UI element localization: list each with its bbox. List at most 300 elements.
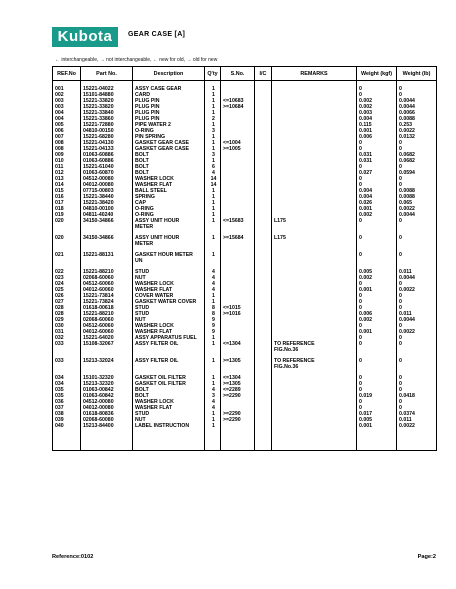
weight-kgf-cell-text: 0 xyxy=(359,292,362,299)
weight-lb-cell-text: 0.0022 xyxy=(399,286,415,293)
remarks-cell xyxy=(272,358,357,370)
interchangeability-legend: ← interchangeable, → not interchangeable, ← new for old, → old for new xyxy=(55,57,218,63)
column-header-part-no: Part No. xyxy=(81,67,133,81)
description-cell-text: CAP xyxy=(135,199,146,206)
description-cell-text: CARD xyxy=(135,91,150,98)
weight-kgf-cell-text: 0 xyxy=(359,304,362,311)
weight-kgf-cell-text: 0 xyxy=(359,334,362,341)
column-header-description: Description xyxy=(133,67,205,81)
column-header-weight-kgf: Weight (kgf) xyxy=(357,67,397,81)
quantity-cell xyxy=(205,252,221,264)
quantity-cell-text: 1 xyxy=(212,234,215,241)
part-number-cell-text: 15101-84880 xyxy=(83,91,114,98)
quantity-cell-text: 1 xyxy=(212,109,215,116)
part-number-cell-text: 01063-60842 xyxy=(83,392,114,399)
ref-cell-text: 012 xyxy=(55,169,64,176)
ref-cell-text: 003 xyxy=(55,97,64,104)
serial-number-cell-text: <=1304 xyxy=(223,374,241,381)
weight-kgf-cell-text: 0 xyxy=(359,380,362,387)
ref-cell-text: 009 xyxy=(55,151,64,158)
part-number-cell-text: 04811-40240 xyxy=(83,211,114,218)
description-cell-text: GASKET HOUR METER xyxy=(135,251,193,258)
quantity-cell-text: 4 xyxy=(212,280,215,287)
weight-lb-cell-text: 0 xyxy=(399,292,402,299)
quantity-cell-text: 1 xyxy=(212,334,215,341)
weight-kgf-cell-text: 0.031 xyxy=(359,157,372,164)
part-number-cell-text: 01618-00618 xyxy=(83,304,114,311)
parts-table xyxy=(52,66,437,451)
serial-number-cell-text: <=15683 xyxy=(223,217,244,224)
ref-cell-text: 004 xyxy=(55,109,64,116)
table-row xyxy=(53,218,437,230)
weight-lb-cell-text: 0.0374 xyxy=(399,410,415,417)
quantity-cell-text: 2 xyxy=(212,115,215,122)
ref-cell-text: 033 xyxy=(55,357,64,364)
description-cell-text: BOLT xyxy=(135,151,149,158)
description-cell-text: WASHER FLAT xyxy=(135,328,173,335)
part-number-cell-text: 04810-00100 xyxy=(83,205,114,212)
part-number-cell-text: 04810-00150 xyxy=(83,127,114,134)
quantity-cell-text: 9 xyxy=(212,316,215,323)
part-number-cell-text: 15221-33860 xyxy=(83,115,114,122)
weight-kgf-cell-text: 0 xyxy=(359,181,362,188)
quantity-cell-text: 1 xyxy=(212,251,215,258)
weight-lb-cell-text: 0 xyxy=(399,404,402,411)
weight-lb-cell-text: 0 xyxy=(399,380,402,387)
serial-number-cell-text: >=1016 xyxy=(223,310,241,317)
ref-cell-text: 040 xyxy=(55,422,64,429)
weight-lb-cell-text: 0.0066 xyxy=(399,109,415,116)
weight-kgf-cell-text: 0 xyxy=(359,163,362,170)
part-number-cell-text: 01063-60886 xyxy=(83,151,114,158)
part-number-cell-text: 15221-38420 xyxy=(83,199,114,206)
description-cell-text: O-RING xyxy=(135,205,154,212)
interchange-cell xyxy=(255,218,272,230)
description-cell-text: BALL STEEL xyxy=(135,187,167,194)
ref-cell-text: 022 xyxy=(55,268,64,275)
part-number-cell-text: 01063-00842 xyxy=(83,386,114,393)
part-number-cell-text: 15221-64020 xyxy=(83,334,114,341)
ref-cell-text: 030 xyxy=(55,322,64,329)
weight-lb-cell-text: 0 xyxy=(399,322,402,329)
table-body xyxy=(53,81,437,451)
part-number-cell xyxy=(81,235,133,247)
weight-kgf-cell xyxy=(357,235,397,247)
weight-kgf-cell-text: 0.004 xyxy=(359,115,372,122)
weight-kgf-cell-text: 0.003 xyxy=(359,109,372,116)
weight-kgf-cell-text: 0.001 xyxy=(359,205,372,212)
ref-cell-text: 006 xyxy=(55,127,64,134)
ref-cell-text: 010 xyxy=(55,157,64,164)
page-title: GEAR CASE [A] xyxy=(128,31,186,38)
weight-kgf-cell-text: 0 xyxy=(359,374,362,381)
weight-kgf-cell-text: 0.019 xyxy=(359,392,372,399)
weight-kgf-cell-text: 0.002 xyxy=(359,97,372,104)
serial-number-cell-text: <=1304 xyxy=(223,340,241,347)
description-cell-text: ASSY UNIT HOUR xyxy=(135,234,180,241)
ref-cell-text: 027 xyxy=(55,298,64,305)
quantity-cell-text: 1 xyxy=(212,211,215,218)
quantity-cell-text: 1 xyxy=(212,85,215,92)
weight-kgf-cell-text: 0 xyxy=(359,234,362,241)
weight-lb-cell-text: 0.0682 xyxy=(399,151,415,158)
quantity-cell-text: 1 xyxy=(212,340,215,347)
weight-kgf-cell-text: 0 xyxy=(359,357,362,364)
ref-cell-text: 004 xyxy=(55,115,64,122)
part-number-cell-text: 15101-32320 xyxy=(83,374,114,381)
quantity-cell-text: 1 xyxy=(212,416,215,423)
description-cell-text: GASKET OIL FILTER xyxy=(135,380,186,387)
ref-cell-text: 034 xyxy=(55,380,64,387)
ref-cell xyxy=(53,341,81,353)
serial-number-cell-text: >=1005 xyxy=(223,145,241,152)
description-cell-text: NUT xyxy=(135,274,146,281)
quantity-cell-text: 4 xyxy=(212,268,215,275)
part-number-cell-text: 07715-00803 xyxy=(83,187,114,194)
part-number-cell-text: 04012-00080 xyxy=(83,181,114,188)
description-cell xyxy=(133,335,205,341)
weight-lb-cell-text: 0.011 xyxy=(399,416,412,423)
weight-lb-cell-text: 0 xyxy=(399,91,402,98)
ref-cell-text: 035 xyxy=(55,386,64,393)
ref-cell-text: 021 xyxy=(55,251,64,258)
description-cell xyxy=(133,218,205,230)
weight-lb-cell-text: 0.011 xyxy=(399,268,412,275)
weight-lb-cell-text: 0 xyxy=(399,340,402,347)
ref-cell-text: 002 xyxy=(55,91,64,98)
weight-kgf-cell-text: 0 xyxy=(359,217,362,224)
weight-lb-cell-text: 0.0132 xyxy=(399,133,415,140)
table-row xyxy=(53,341,437,353)
quantity-cell-text: 3 xyxy=(212,392,215,399)
part-number-cell-text: 02068-60060 xyxy=(83,274,114,281)
quantity-cell-text: 3 xyxy=(212,127,215,134)
interchange-cell xyxy=(255,235,272,247)
description-cell-text: O-RING xyxy=(135,127,154,134)
interchange-cell xyxy=(255,252,272,264)
ref-cell-text: 028 xyxy=(55,310,64,317)
part-number-cell-text: 15221-04133 xyxy=(83,145,114,152)
serial-number-cell-text: <=10683 xyxy=(223,97,244,104)
interchange-cell xyxy=(255,341,272,353)
weight-kgf-cell-text: 0.017 xyxy=(359,410,372,417)
serial-number-cell xyxy=(221,252,255,264)
ref-cell-text: 028 xyxy=(55,304,64,311)
table-row xyxy=(53,252,437,264)
description-cell-text: PLUG PIN xyxy=(135,97,160,104)
description-cell-text: WASHER FLAT xyxy=(135,181,173,188)
ref-cell xyxy=(53,218,81,230)
part-number-cell-text: 34150-34866 xyxy=(83,234,114,241)
weight-lb-cell-text: 0.0044 xyxy=(399,274,415,281)
ref-cell-text: 017 xyxy=(55,199,64,206)
serial-number-cell-text: >=10684 xyxy=(223,103,244,110)
ref-cell-text: 013 xyxy=(55,175,64,182)
description-cell-text: STUD xyxy=(135,410,150,417)
weight-lb-cell-text: 0 xyxy=(399,145,402,152)
description-cell-continuation: UN xyxy=(135,257,143,264)
weight-lb-cell-text: 0.0044 xyxy=(399,211,415,218)
ref-cell-text: 029 xyxy=(55,316,64,323)
description-cell-text: WASHER LOCK xyxy=(135,322,174,329)
weight-lb-cell-text: 0.0044 xyxy=(399,97,415,104)
quantity-cell-text: 1 xyxy=(212,357,215,364)
part-number-cell-text: 15213-32024 xyxy=(83,357,114,364)
weight-lb-cell-text: 0.253 xyxy=(399,121,412,128)
serial-number-cell-text: >=15684 xyxy=(223,234,244,241)
weight-kgf-cell-text: 0 xyxy=(359,175,362,182)
quantity-cell-text: 1 xyxy=(212,145,215,152)
description-cell-text: BOLT xyxy=(135,157,149,164)
weight-kgf-cell-text: 0.004 xyxy=(359,187,372,194)
quantity-cell-text: 4 xyxy=(212,286,215,293)
description-cell-text: PIPE WATER 2 xyxy=(135,121,171,128)
description-cell xyxy=(133,252,205,264)
weight-kgf-cell-text: 0 xyxy=(359,404,362,411)
weight-lb-cell-text: 0 xyxy=(399,175,402,182)
column-header-qty: Q'ty xyxy=(205,67,221,81)
quantity-cell-text: 1 xyxy=(212,217,215,224)
table-filler-row xyxy=(53,429,437,451)
weight-kgf-cell-text: 0.001 xyxy=(359,328,372,335)
kubota-logo: Kubota xyxy=(52,27,118,47)
description-cell-text: NUT xyxy=(135,316,146,323)
quantity-cell-text: 4 xyxy=(212,169,215,176)
weight-lb-cell-text: 0 xyxy=(399,139,402,146)
remarks-cell-text: L175 xyxy=(274,217,286,224)
part-number-cell-text: 15221-33820 xyxy=(83,103,114,110)
weight-kgf-cell-text: 0.027 xyxy=(359,169,372,176)
quantity-cell-text: 1 xyxy=(212,91,215,98)
ref-cell-text: 019 xyxy=(55,211,64,218)
ref-cell-text: 003 xyxy=(55,103,64,110)
weight-kgf-cell xyxy=(357,341,397,353)
quantity-cell-text: 1 xyxy=(212,298,215,305)
part-number-cell-text: 15221-88131 xyxy=(83,251,114,258)
weight-lb-cell-text: 0.0418 xyxy=(399,392,415,399)
quantity-cell-text: 9 xyxy=(212,328,215,335)
part-number-cell-text: 15221-61040 xyxy=(83,163,114,170)
description-cell-text: ASSY CASE GEAR xyxy=(135,85,182,92)
weight-lb-cell-text: 0.0022 xyxy=(399,127,415,134)
weight-lb-cell-text: 0.0044 xyxy=(399,103,415,110)
description-cell-continuation: METER xyxy=(135,240,154,247)
table-header-row xyxy=(53,67,437,81)
weight-lb-cell-text: 0.0022 xyxy=(399,328,415,335)
description-cell-text: WASHER LOCK xyxy=(135,175,174,182)
serial-number-cell-text: <=1015 xyxy=(223,304,241,311)
weight-lb-cell-text: 0.0022 xyxy=(399,422,415,429)
ref-cell-text: 039 xyxy=(55,416,64,423)
weight-lb-cell-text: 0 xyxy=(399,163,402,170)
weight-lb-cell-text: 0.065 xyxy=(399,199,412,206)
weight-lb-cell-text: 0 xyxy=(399,334,402,341)
description-cell xyxy=(133,235,205,247)
part-number-cell-text: 15221-38440 xyxy=(83,193,114,200)
description-cell-text: ASSY FILTER OIL xyxy=(135,357,179,364)
serial-number-cell-text: >=1305 xyxy=(223,380,241,387)
ref-cell-text: 015 xyxy=(55,187,64,194)
column-header-weight-lb: Weight (lb) xyxy=(397,67,437,81)
quantity-cell-text: 1 xyxy=(212,121,215,128)
weight-kgf-cell-text: 0.005 xyxy=(359,416,372,423)
description-cell-text: ASSY FILTER OIL xyxy=(135,340,179,347)
weight-lb-cell-text: 0 xyxy=(399,304,402,311)
part-number-cell-text: 01063-60870 xyxy=(83,169,114,176)
description-cell-text: WASHER FLAT xyxy=(135,286,173,293)
weight-kgf-cell-text: 0 xyxy=(359,139,362,146)
weight-lb-cell-text: 0.0088 xyxy=(399,193,415,200)
part-number-cell xyxy=(81,358,133,370)
ref-cell-text: 037 xyxy=(55,404,64,411)
part-number-cell-text: 04512-00080 xyxy=(83,175,114,182)
part-number-cell-text: 02068-60060 xyxy=(83,316,114,323)
serial-number-cell xyxy=(221,358,255,370)
weight-kgf-cell-text: 0.001 xyxy=(359,286,372,293)
description-cell-text: BOLT xyxy=(135,163,149,170)
ref-cell-text: 036 xyxy=(55,398,64,405)
part-number-cell-text: 15221-04022 xyxy=(83,85,114,92)
quantity-cell-text: 4 xyxy=(212,386,215,393)
ref-cell-text: 038 xyxy=(55,410,64,417)
part-number-cell-text: 15221-04130 xyxy=(83,139,114,146)
weight-kgf-cell-text: 0.005 xyxy=(359,268,372,275)
ref-cell-text: 026 xyxy=(55,292,64,299)
column-header-remarks: REMARKS xyxy=(272,67,357,81)
ref-cell-text: 035 xyxy=(55,392,64,399)
description-cell-text: STUD xyxy=(135,304,150,311)
column-header-ic: I/C xyxy=(255,67,272,81)
description-cell-text: ASSY UNIT HOUR xyxy=(135,217,180,224)
part-number-cell-text: 04012-00080 xyxy=(83,404,114,411)
description-cell-text: GASKET GEAR CASE xyxy=(135,139,189,146)
ref-cell-text: 020 xyxy=(55,217,64,224)
description-cell-text: ASSY APPARATUS FUEL xyxy=(135,334,197,341)
weight-kgf-cell-text: 0.002 xyxy=(359,274,372,281)
serial-number-cell-text: >=1305 xyxy=(223,357,241,364)
weight-lb-cell-text: 0.011 xyxy=(399,310,412,317)
remarks-cell-text: L175 xyxy=(274,234,286,241)
weight-kgf-cell xyxy=(357,218,397,230)
weight-kgf-cell-text: 0.004 xyxy=(359,193,372,200)
ref-cell-text: 020 xyxy=(55,234,64,241)
description-cell-text: PLUG PIN xyxy=(135,103,160,110)
weight-lb-cell xyxy=(397,341,437,353)
ref-cell-text: 007 xyxy=(55,133,64,140)
quantity-cell-text: 9 xyxy=(212,322,215,329)
description-cell-text: WASHER LOCK xyxy=(135,280,174,287)
weight-lb-cell-text: 0.0682 xyxy=(399,157,415,164)
serial-number-cell-text: >=2290 xyxy=(223,392,241,399)
description-cell-text: STUD xyxy=(135,310,150,317)
weight-lb-cell-text: 0 xyxy=(399,85,402,92)
description-cell-text: PLUG PIN xyxy=(135,109,160,116)
weight-lb-cell-text: 0 xyxy=(399,234,402,241)
weight-lb-cell-text: 0 xyxy=(399,386,402,393)
interchange-cell xyxy=(255,358,272,370)
quantity-cell-text: 4 xyxy=(212,274,215,281)
ref-cell-text: 025 xyxy=(55,286,64,293)
weight-lb-cell-text: 0.0022 xyxy=(399,205,415,212)
description-cell-text: NUT xyxy=(135,416,146,423)
part-number-cell-text: 04012-60060 xyxy=(83,328,114,335)
weight-kgf-cell-text: 0 xyxy=(359,398,362,405)
weight-lb-cell-text: 0 xyxy=(399,357,402,364)
quantity-cell-text: 4 xyxy=(212,404,215,411)
ref-cell-text: 024 xyxy=(55,280,64,287)
description-cell-text: STUD xyxy=(135,268,150,275)
quantity-cell-text: 3 xyxy=(212,151,215,158)
part-number-cell-text: 02068-60080 xyxy=(83,416,114,423)
remarks-cell-text: TO REFERENCE xyxy=(274,357,315,364)
weight-lb-cell xyxy=(397,358,437,370)
ref-cell xyxy=(53,358,81,370)
quantity-cell xyxy=(205,218,221,230)
part-number-cell-text: 04512-00080 xyxy=(83,398,114,405)
description-cell-text: GASKET OIL FILTER xyxy=(135,374,186,381)
weight-lb-cell-text: 0 xyxy=(399,251,402,258)
table-row xyxy=(53,235,437,247)
quantity-cell-text: 1 xyxy=(212,205,215,212)
description-cell-text: BOLT xyxy=(135,169,149,176)
quantity-cell-text: 8 xyxy=(212,310,215,317)
ref-cell-text: 032 xyxy=(55,334,64,341)
weight-lb-cell xyxy=(397,252,437,264)
weight-kgf-cell-text: 0.031 xyxy=(359,151,372,158)
serial-number-cell-text: >=2290 xyxy=(223,410,241,417)
quantity-cell-text: 6 xyxy=(212,163,215,170)
part-number-cell-text: 01618-80836 xyxy=(83,410,114,417)
weight-lb-cell-text: 0 xyxy=(399,280,402,287)
description-cell-text: O-RING xyxy=(135,211,154,218)
weight-lb-cell-text: 0.0594 xyxy=(399,169,415,176)
part-number-cell-text: 15221-33840 xyxy=(83,109,114,116)
part-number-cell-text: 15221-72880 xyxy=(83,121,114,128)
description-cell-text: BOLT xyxy=(135,386,149,393)
ref-cell-text: 023 xyxy=(55,274,64,281)
description-cell-text: SPRING xyxy=(135,193,155,200)
quantity-cell-text: 1 xyxy=(212,422,215,429)
part-number-cell xyxy=(81,218,133,230)
weight-kgf-cell-text: 0.002 xyxy=(359,211,372,218)
part-number-cell-text: 15221-88210 xyxy=(83,310,114,317)
remarks-cell xyxy=(272,252,357,264)
weight-lb-cell-text: 0 xyxy=(399,181,402,188)
quantity-cell-text: 1 xyxy=(212,193,215,200)
weight-kgf-cell xyxy=(357,252,397,264)
part-number-cell-text: 04512-60060 xyxy=(83,280,114,287)
ref-cell xyxy=(53,252,81,264)
ref-cell-text: 014 xyxy=(55,181,64,188)
description-cell xyxy=(133,341,205,353)
quantity-cell-text: 1 xyxy=(212,139,215,146)
description-cell-text: PLUG PIN xyxy=(135,115,160,122)
ref-cell-text: 016 xyxy=(55,193,64,200)
weight-kgf-cell-text: 0 xyxy=(359,386,362,393)
remarks-cell xyxy=(272,341,357,353)
weight-kgf-cell-text: 0.006 xyxy=(359,310,372,317)
column-header-ref: REF.No xyxy=(53,67,81,81)
remarks-cell-continuation: FIG.No.36 xyxy=(274,363,299,370)
serial-number-cell xyxy=(221,235,255,247)
ref-cell-text: 011 xyxy=(55,163,64,170)
remarks-cell-continuation: FIG.No.36 xyxy=(274,346,299,353)
serial-number-cell xyxy=(221,218,255,230)
quantity-cell-text: 8 xyxy=(212,304,215,311)
quantity-cell-text: 4 xyxy=(212,398,215,405)
weight-lb-cell-text: 0.0088 xyxy=(399,115,415,122)
page-number: Page:2 xyxy=(417,554,436,560)
